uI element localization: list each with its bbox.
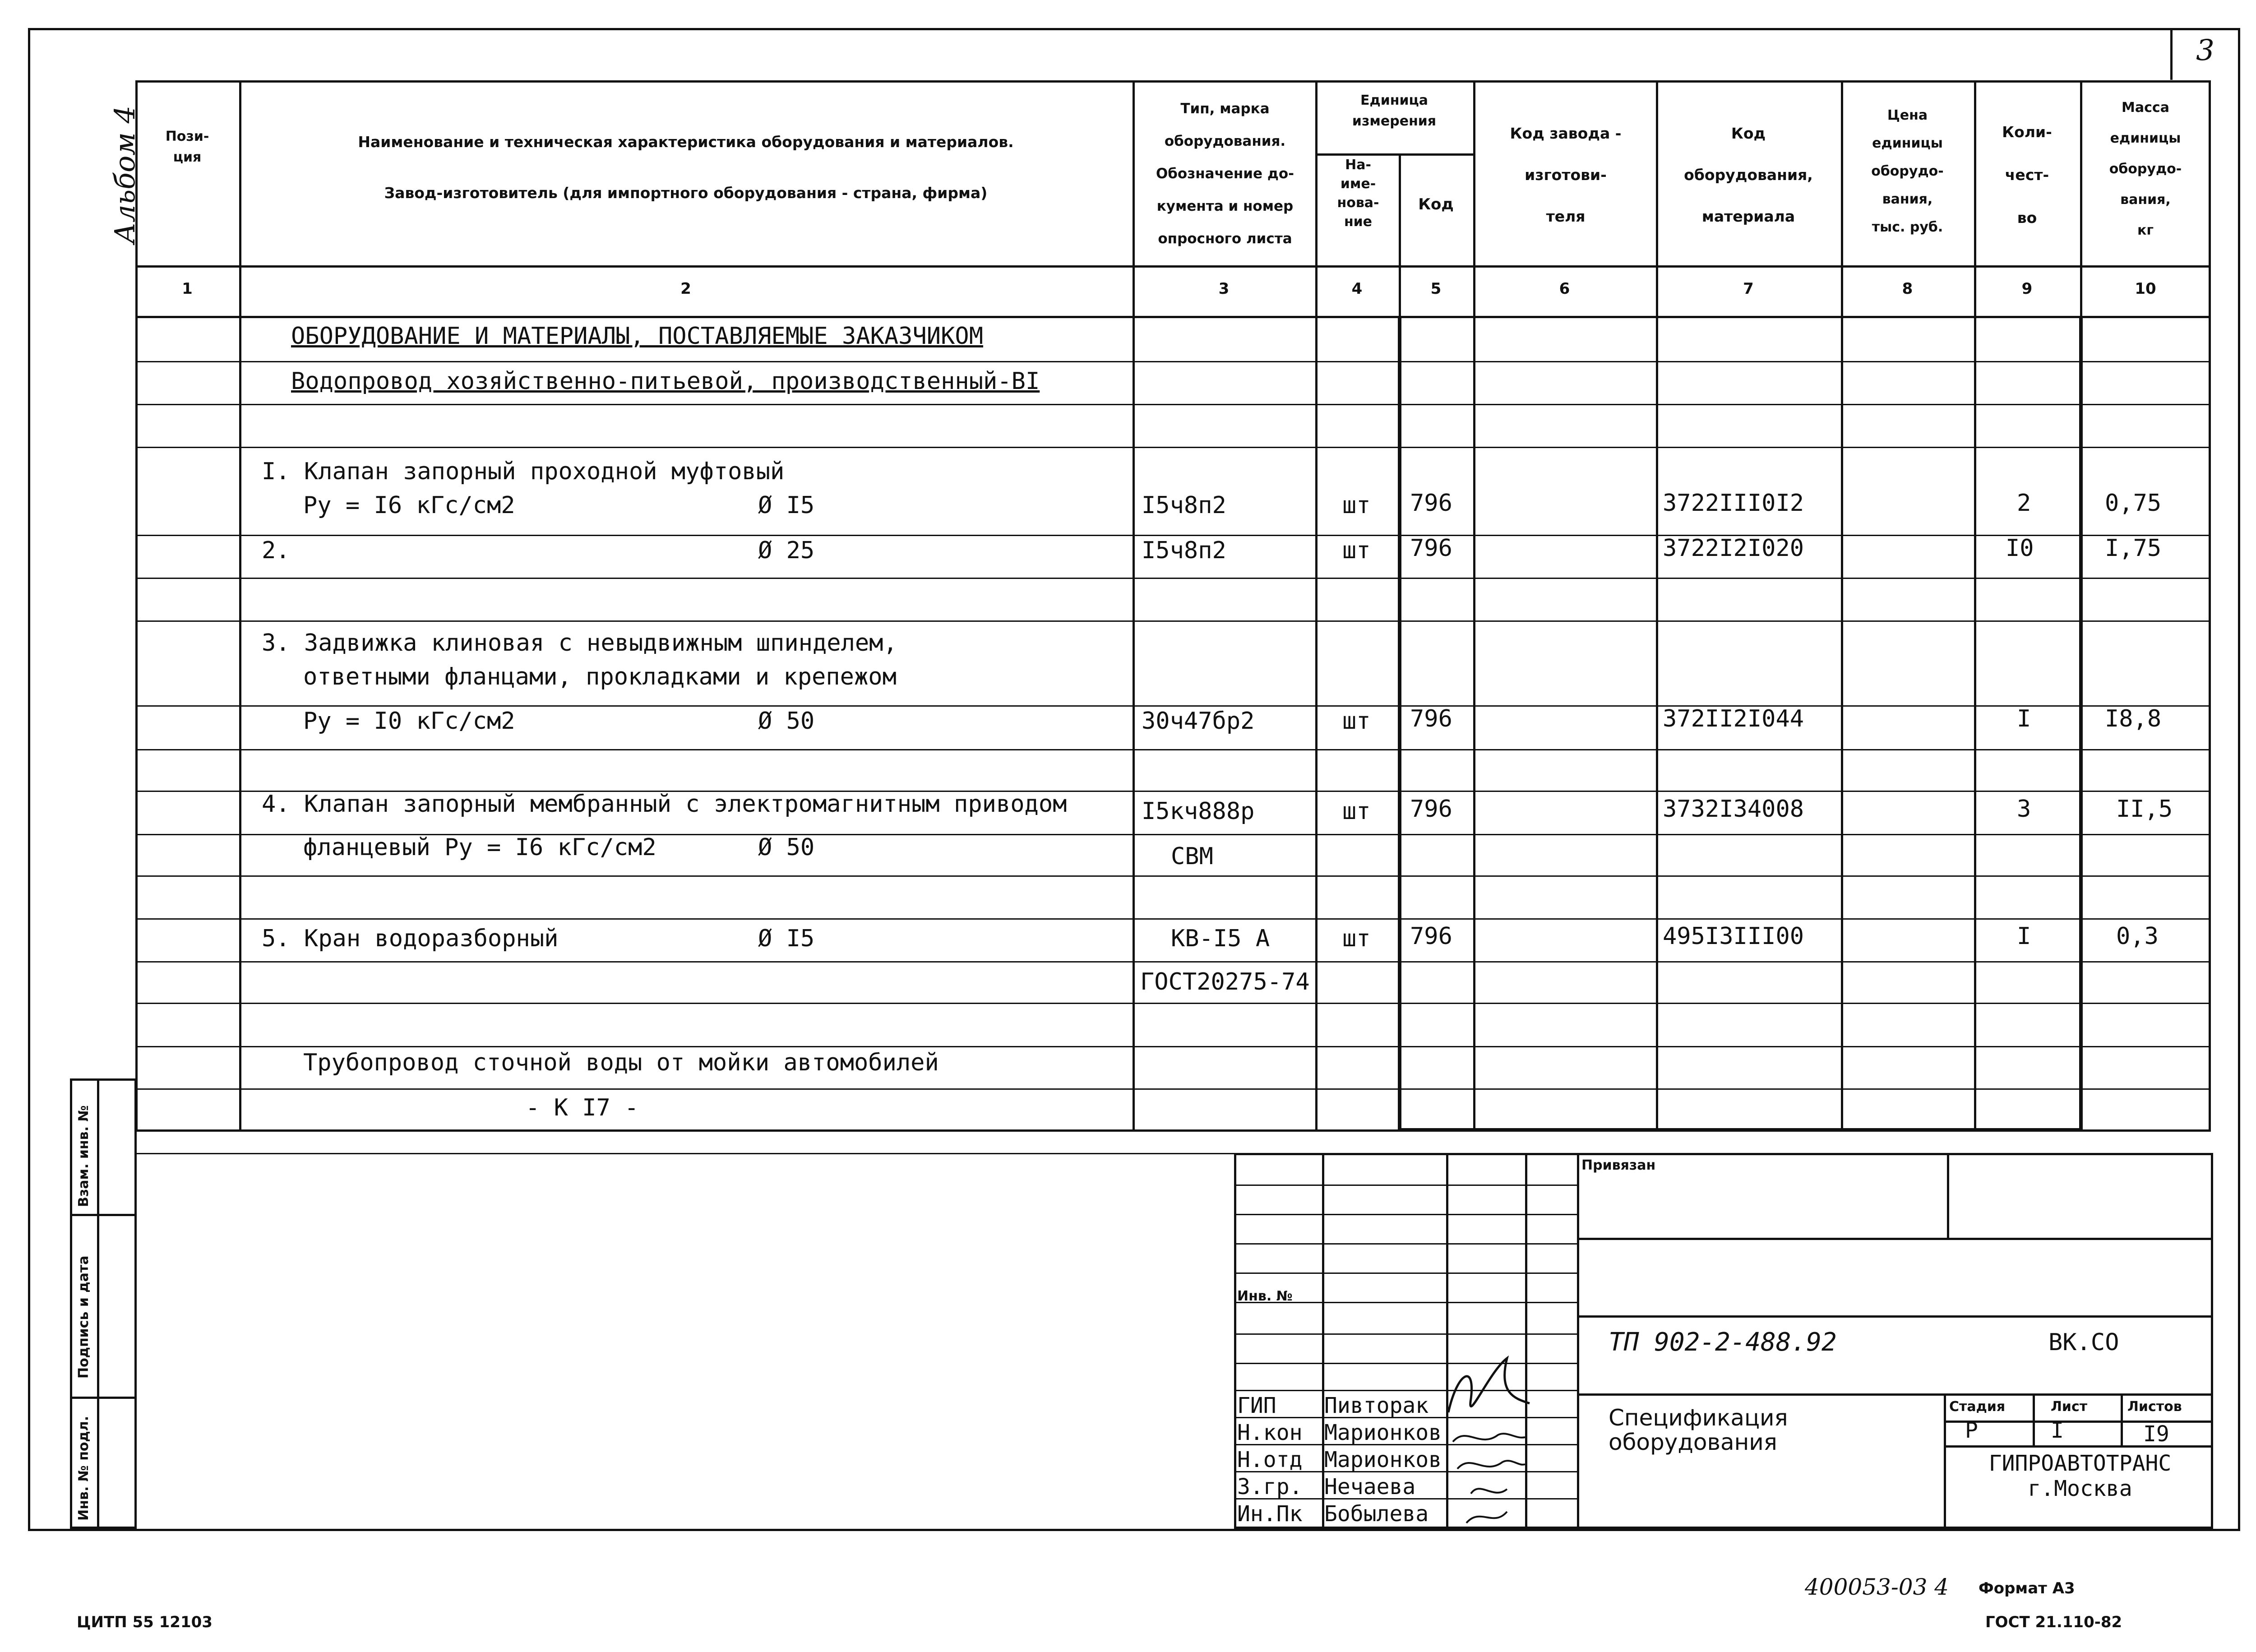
header-name-line1: Наименование и техническая характеристика оборудования и материалов.: [358, 133, 1014, 151]
item-1-mass: 0,75: [2105, 490, 2162, 517]
side-stamp-sep: [97, 1078, 99, 1529]
item-1-pressure: Ру = I6 кГс/см2: [303, 492, 515, 519]
item-5-name: 5. Кран водоразборный: [262, 925, 559, 952]
tb-person: Нечаева: [1324, 1474, 1416, 1499]
tb-line: [1944, 1421, 2213, 1423]
item-2-diameter: Ø 25: [758, 537, 815, 564]
header-maker-code: Код завода - изготови- теля: [1510, 125, 1622, 225]
side-inv: Инв. № подл.: [76, 1416, 92, 1521]
header-name-line2: Завод-изготовитель (для импортного оборудования - страна, фирма): [384, 184, 988, 202]
frame-left: [28, 28, 30, 1531]
item-4-qty: 3: [2017, 796, 2031, 823]
header-position: Пози- ция: [165, 129, 209, 165]
frame-right: [2238, 28, 2240, 1531]
tb-role: Ин.Пк: [1237, 1501, 1303, 1527]
title-block-row: [1234, 1214, 1577, 1215]
title-block-row: [1234, 1243, 1577, 1245]
row-separator: [135, 404, 2211, 405]
footer-format: Формат А3: [1979, 1579, 2075, 1597]
tb-line: [1577, 1238, 2213, 1240]
tb-sheet-label: Лист: [2051, 1399, 2088, 1415]
header-unit: Единица измерения: [1352, 93, 1437, 129]
tb-inv-no: Инв. №: [1237, 1288, 1293, 1304]
pipeline-title: Трубопровод сточной воды от мойки автомобилей: [303, 1049, 939, 1076]
item-1-qty: 2: [2017, 490, 2031, 517]
col-number: 4: [1351, 280, 1363, 298]
item-5-diameter: Ø I5: [758, 925, 815, 952]
col-sep: [1473, 80, 1475, 1132]
item-3-mass: I8,8: [2105, 705, 2162, 732]
tb-role: Н.отд: [1237, 1447, 1303, 1472]
tb-org: ГИПРОАВТОТРАНС г.Москва: [1988, 1451, 2172, 1501]
item-2-unit-code: 796: [1410, 535, 1452, 562]
item-1-equip-code: 3722III0I2: [1663, 490, 1804, 517]
col-sep: [1315, 80, 1318, 1132]
item-5-qty: I: [2017, 923, 2031, 950]
header-price: Цена единицы оборудо- вания, тыс. руб.: [1871, 107, 1944, 235]
title-block-row: [1234, 1273, 1577, 1274]
tb-sheets-label: Листов: [2127, 1399, 2182, 1415]
tb-role: З.гр.: [1237, 1474, 1303, 1499]
row-separator: [135, 961, 2211, 963]
row-separator: [135, 447, 2211, 448]
item-3-pressure: Ру = I0 кГс/см2: [303, 708, 515, 735]
col-number: 9: [2021, 280, 2033, 298]
row-separator: [135, 578, 2211, 579]
tb-stage: Р: [1965, 1418, 1978, 1443]
item-2-equip-code: 3722I2I020: [1663, 535, 1804, 562]
row-separator: [135, 620, 2211, 622]
tb-line: [1577, 1315, 2213, 1318]
col-number: 8: [1902, 280, 1913, 298]
header-unit-code: Код: [1418, 195, 1454, 213]
item-2-unit: шт: [1342, 537, 1371, 564]
col-sep: [1656, 80, 1658, 1132]
col-number: 3: [1218, 280, 1230, 298]
header-mass: Масса единицы оборудо- вания, кг: [2109, 100, 2182, 238]
header-qty: Коли- чест- во: [2002, 123, 2052, 227]
title-block-row: [1234, 1185, 1577, 1186]
tb-sep: [1947, 1153, 1949, 1239]
item-1-type: I5ч8п2: [1142, 492, 1226, 519]
item-4-name: 4. Клапан запорный мембранный с электромагнитным приводом: [262, 791, 1067, 818]
row-separator: [135, 918, 2211, 920]
footer-left: ЦИТП 55 12103: [77, 1613, 213, 1631]
col-number: 7: [1743, 280, 1754, 298]
item-1-unit-code: 796: [1410, 490, 1452, 517]
item-5-unit-code: 796: [1410, 923, 1452, 950]
tb-person: Марионков: [1324, 1447, 1442, 1472]
header-bottom: [135, 265, 2211, 268]
item-3-type: 30ч47бр2: [1142, 708, 1255, 735]
side-stamp-row: [70, 1214, 137, 1216]
item-4-mass: II,5: [2116, 796, 2173, 823]
item-2-type: I5ч8п2: [1142, 537, 1226, 564]
item-4-type: I5кч888р: [1142, 798, 1255, 825]
tb-sep: [2033, 1393, 2035, 1445]
item-1-unit: шт: [1342, 492, 1371, 519]
item-3-name-cont: ответными фланцами, прокладками и крепежом: [303, 663, 897, 690]
row-separator: [135, 875, 2211, 877]
row-separator: [135, 1088, 2211, 1090]
item-4-type-2: СВМ: [1171, 843, 1213, 870]
tb-role: ГИП: [1237, 1393, 1276, 1418]
item-2-qty: I0: [2006, 535, 2034, 562]
side-vzam: Взам. инв. №: [76, 1105, 92, 1207]
item-5-gost: ГОСТ20275-74: [1140, 968, 1310, 995]
col-number: 2: [680, 280, 691, 298]
item-3-name: 3. Задвижка клиновая с невыдвижным шпинделем,: [262, 629, 897, 657]
sheet-number: 3: [2196, 34, 2214, 67]
item-1-diameter: Ø I5: [758, 492, 815, 519]
tb-role: Н.кон: [1237, 1420, 1303, 1445]
side-podpis: Подпись и дата: [76, 1255, 92, 1379]
footer-code: 400053-03 4: [1805, 1574, 1949, 1600]
section-title: ОБОРУДОВАНИЕ И МАТЕРИАЛЫ, ПОСТАВЛЯЕМЫЕ ЗАКАЗЧИКОМ: [291, 323, 984, 350]
item-5-mass: 0,3: [2116, 923, 2159, 950]
colnum-bottom: [135, 316, 2211, 318]
title-block-top: [136, 1153, 1235, 1154]
item-4-unit-code: 796: [1410, 796, 1452, 823]
header-type: Тип, марка оборудования. Обозначение до- кумента и номер опросного листа: [1156, 101, 1294, 247]
item-1-name: I. Клапан запорный проходной муфтовый: [262, 458, 785, 485]
item-5-unit: шт: [1342, 925, 1371, 952]
row-separator: [135, 535, 2211, 536]
album-label: Альбом 4: [108, 106, 141, 244]
item-3-unit: шт: [1342, 708, 1371, 735]
side-stamp-row: [70, 1397, 137, 1399]
item-3-qty: I: [2017, 705, 2031, 732]
col-number: 10: [2135, 280, 2156, 298]
col-number: 6: [1559, 280, 1570, 298]
header-equip-code: Код оборудования, материала: [1684, 125, 1813, 225]
row-separator: [135, 705, 2211, 707]
tb-privyazan: Привязан: [1581, 1157, 1656, 1173]
item-3-diameter: Ø 50: [758, 708, 815, 735]
tb-sep: [1944, 1393, 1946, 1529]
tb-line: [1944, 1445, 2213, 1448]
tb-person: Бобылева: [1324, 1501, 1429, 1527]
row-separator: [135, 361, 2211, 362]
row-separator: [135, 749, 2211, 750]
row-separator: [135, 1046, 2211, 1047]
title-block-row: [1234, 1333, 1577, 1335]
footer-gost: ГОСТ 21.110-82: [1985, 1613, 2122, 1631]
subsection-title: Водопровод хозяйственно-питьевой, производственный-ВI: [291, 368, 1040, 395]
item-2-mass: I,75: [2105, 535, 2162, 562]
header-unit-name: На- име- нова- ние: [1337, 157, 1379, 230]
item-4-flange: фланцевый Ру = I6 кГс/см2: [303, 834, 656, 861]
col-number: 5: [1430, 280, 1442, 298]
frame-bottom: [28, 1529, 2240, 1531]
tb-sheets: I9: [2143, 1421, 2169, 1447]
tb-person: Пивторак: [1324, 1393, 1429, 1418]
row-separator: [135, 1003, 2211, 1004]
col-number: 1: [182, 280, 193, 298]
tb-stage-label: Стадия: [1949, 1399, 2006, 1415]
frame-top: [28, 28, 2170, 30]
item-3-equip-code: 372II2I044: [1663, 705, 1804, 732]
tb-sep: [2121, 1393, 2123, 1445]
item-5-type: КВ-I5 А: [1171, 925, 1270, 952]
pipeline-code: - К I7 -: [526, 1094, 639, 1121]
item-4-equip-code: 3732I34008: [1663, 796, 1804, 823]
tb-doc-code: ТП 902-2-488.92: [1609, 1328, 1837, 1357]
tb-doc-mark: ВК.СО: [2048, 1329, 2119, 1356]
item-4-unit: шт: [1342, 798, 1371, 825]
tb-sep: [1577, 1153, 1579, 1529]
tb-person: Марионков: [1324, 1420, 1442, 1445]
item-5-equip-code: 495I3III00: [1663, 923, 1804, 950]
col-sep: [239, 80, 241, 1132]
heavy-sep: [2079, 316, 2083, 1132]
item-3-unit-code: 796: [1410, 705, 1452, 732]
tb-sheet: I: [2051, 1418, 2064, 1443]
tb-title: Спецификация оборудования: [1609, 1405, 1788, 1455]
heavy-sep: [1398, 316, 1401, 1132]
item-4-diameter: Ø 50: [758, 834, 815, 861]
heavy-bottom: [1398, 1128, 2083, 1132]
signature-marks: [1439, 1345, 1548, 1530]
tb-line: [1577, 1393, 2213, 1396]
item-2-name: 2.: [262, 537, 290, 564]
